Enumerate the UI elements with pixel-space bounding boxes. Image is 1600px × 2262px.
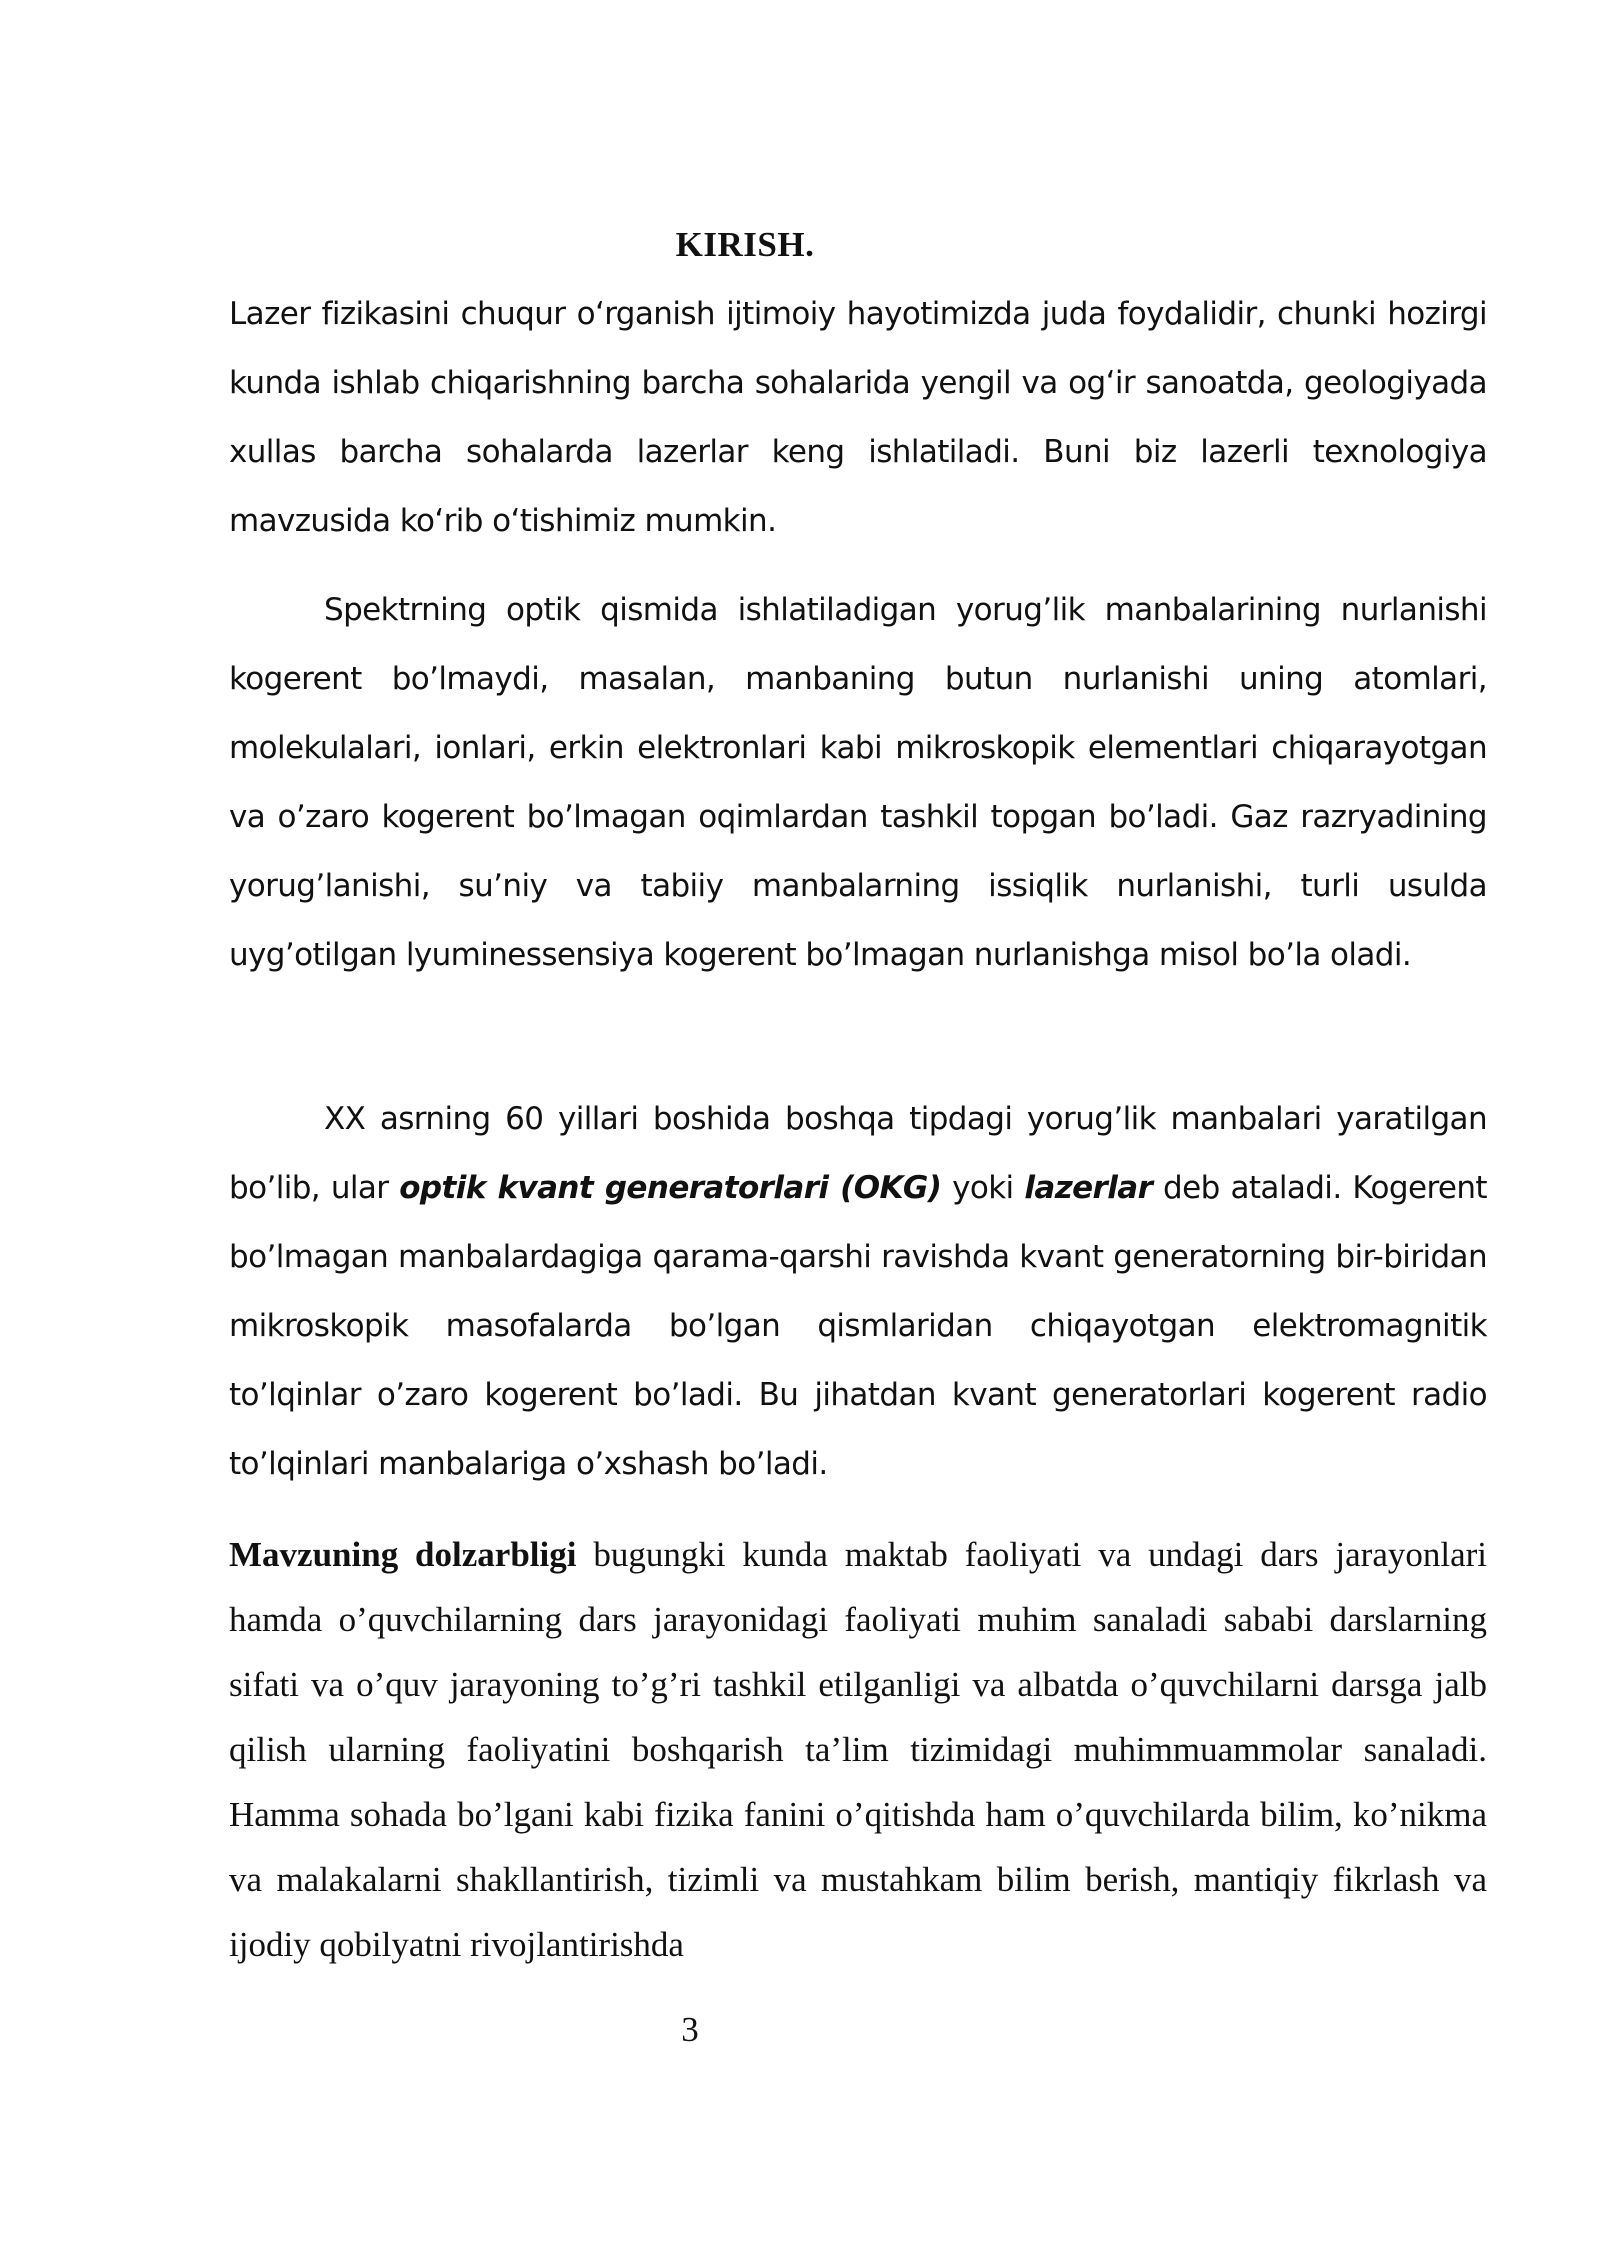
paragraph-spectrum: Spektrning optik qismida ishlatiladigan yorug’lik manbalarining nurlanishi kogerent bo’lmaydi, masalan, manbaning butun nurlanishi uning atomlari, molekulalari, ionlari, erkin elektronlari kabi mikroskopik elementlari chiqarayotgan va o’zaro kogerent bo’lmagan oqimlardan tashkil topgan bo’ladi. Gaz razryadining yorug’lanishi, su’niy va tabiiy manbalarning issiqlik nurlanishi, turli usulda uyg’otilgan lyuminessensiya kogerent bo’lmagan nurlanishga misol bo’la oladi. [229, 592, 1487, 973]
paragraph-lasers [229, 1085, 1487, 1499]
page-number: 3 [681, 2010, 699, 2049]
relevance-heading: Mavzuning dolzarbligi [229, 1535, 577, 1574]
term-lazerlar: lazerlar [1024, 1170, 1153, 1206]
page-title: KIRISH. [675, 225, 815, 264]
paragraph-lasers-text-c: deb ataladi. Kogerent bo’lmagan manbalardagiga qarama-qarshi ravishda kvant generatorning bir-biridan mikroskopik masofalarda bo’lgan qismlaridan chiqayotgan elektromagnitik to’lqinlar o’zaro kogerent bo’ladi. Bu jihatdan kvant generatorlari kogerent radio to’lqinlari manbalariga o’xshash bo’ladi. [229, 1170, 1487, 1482]
term-okg: optik kvant generatorlari (OKG) [399, 1170, 942, 1206]
paragraph-lasers-text-a: XX asrning 60 yillari boshida boshqa tipdagi yorug’lik manbalari yaratilgan bo’lib, ular [229, 1101, 1487, 1206]
relevance-text: bugungki kunda maktab faoliyati va undagi dars jarayonlari hamda o’quvchilarning dars jarayonidagi faoliyati muhim sanaladi sababi darslarning sifati va o’quv jarayoning to’g’ri tashkil etilganligi va albatda o’quvchilarni darsga jalb qilish ularning faoliyatini boshqarish ta’lim tizimidagi muhimmuammolar sanaladi. Hamma sohada bo’lgani kabi fizika fanini o’qitishda ham o’quvchilarda bilim, ko’nikma va malakalarni shakllantirish, tizimli va mustahkam bilim berish, mantiqiy fikrlash va ijodiy qobilyatni rivojlantirishda [229, 1535, 1488, 1964]
paragraph-relevance [229, 1522, 1487, 1977]
paragraph-lasers-text-b: yoki [941, 1170, 1025, 1206]
paragraph-intro: Lazer fizikasini chuqur o‘rganish ijtimoiy hayotimizda juda foydalidir, chunki hozirgi kunda ishlab chiqarishning barcha sohalarida yengil va og‘ir sanoatda, geologiyada xullas barcha sohalarda lazerlar keng ishlatiladi. Buni biz lazerli texnologiya mavzusida ko‘rib o‘tishimiz mumkin. [229, 296, 1487, 539]
